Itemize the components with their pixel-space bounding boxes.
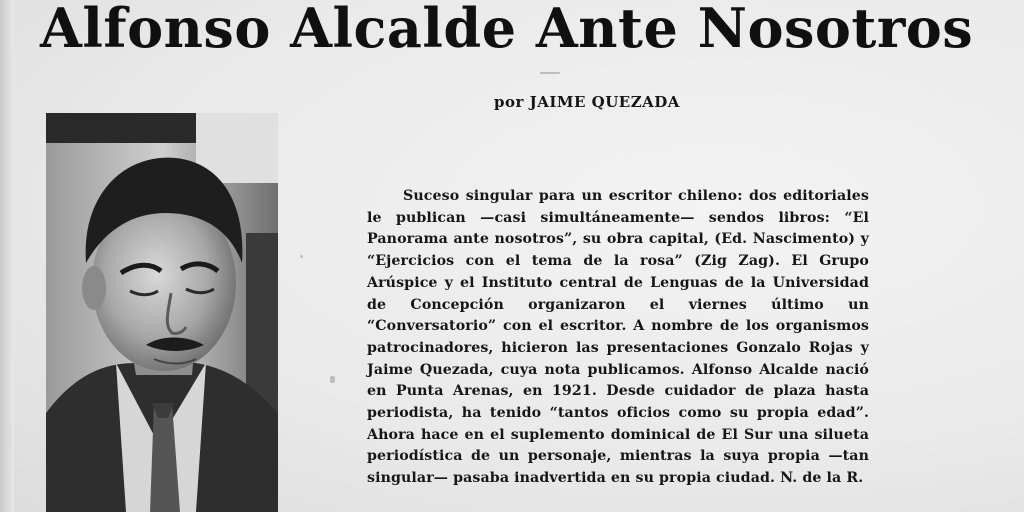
headline: Alfonso Alcalde Ante Nosotros	[40, 0, 974, 60]
print-smudge	[330, 376, 335, 383]
print-smudge	[300, 255, 303, 258]
author-portrait-photo	[46, 113, 278, 512]
page-edge-shadow	[0, 0, 14, 512]
byline: por JAIME QUEZADA	[494, 93, 680, 111]
article-body: Suceso singular para un escritor chileno: dos editoriales le publican —casi simultáneamente— sendos libros: “El Panorama ante nosotros”, su obra capital, (Ed. Nascimento) y “Ejercicios con el tema de la rosa” (Zig Zag). El Grupo Arúspice y el Instituto central de Lenguas de la Universidad de Concepción organizaron el viernes último un “Conversatorio” con el escritor. A nombre de los organismos patrocinadores, hicieron las presentaciones Gonzalo Rojas y Jaime Quezada, cuya nota publicamos. Alfonso Alcalde nació en Punta Arenas, en 1921. Desde cuidador de plaza hasta periodista, ha tenido “tantos oficios como su propia edad”. Ahora hace en el suplemento dominical de El Sur una silueta periodística de un personaje, mientras la suya propia —tan singular— pasaba inadvertida en su propia ciudad. N. de la R.	[367, 188, 869, 487]
print-smudge	[540, 72, 560, 74]
